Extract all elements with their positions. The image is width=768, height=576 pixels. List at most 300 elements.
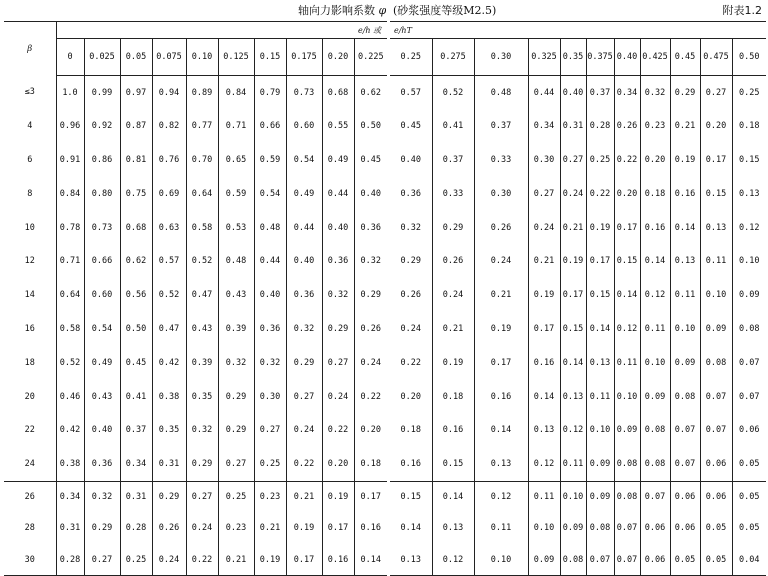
value-cell: 0.11 xyxy=(560,447,586,481)
value-cell: 0.11 xyxy=(474,513,528,545)
table-row xyxy=(390,278,766,312)
table-row xyxy=(390,481,766,513)
column-header: 0.425 xyxy=(640,39,670,76)
value-cell: 0.13 xyxy=(670,244,700,278)
value-cell: 0.24 xyxy=(354,346,387,380)
value-cell: 0.36 xyxy=(400,188,421,199)
value-cell: 0.64 xyxy=(56,278,84,312)
value-cell: 0.15 xyxy=(700,177,732,211)
value-cell: 0.21 xyxy=(670,109,700,143)
value-cell: 0.10 xyxy=(670,312,700,346)
value-cell: 0.06 xyxy=(640,544,670,576)
value-cell: 0.07 xyxy=(614,513,640,545)
value-cell: 0.13 xyxy=(560,380,586,414)
value-cell: 0.29 xyxy=(218,380,254,414)
page-title xyxy=(0,3,768,19)
value-cell: 0.44 xyxy=(528,76,560,110)
value-cell: 0.06 xyxy=(640,513,670,545)
value-cell: 0.07 xyxy=(670,447,700,481)
value-cell: 0.42 xyxy=(152,346,186,380)
column-header: 0.025 xyxy=(84,39,120,76)
value-cell: 0.21 xyxy=(286,481,322,513)
title-symbol: φ xyxy=(378,4,387,17)
table-row xyxy=(4,312,387,346)
value-cell: 0.26 xyxy=(432,244,474,278)
value-cell: 0.78 xyxy=(56,211,84,245)
value-cell: 0.43 xyxy=(186,312,218,346)
value-cell: 0.13 xyxy=(528,413,560,447)
value-cell: 0.10 xyxy=(560,481,586,513)
value-cell: 0.38 xyxy=(56,447,84,481)
value-cell: 0.33 xyxy=(474,143,528,177)
value-cell: 0.08 xyxy=(614,447,640,481)
value-cell: 0.22 xyxy=(614,143,640,177)
value-cell: 0.22 xyxy=(286,447,322,481)
value-cell: 0.10 xyxy=(528,513,560,545)
value-cell: 0.54 xyxy=(84,312,120,346)
value-cell: 0.07 xyxy=(700,380,732,414)
value-cell: 0.59 xyxy=(218,177,254,211)
value-cell: 0.14 xyxy=(640,244,670,278)
value-cell: 0.14 xyxy=(400,523,421,534)
coefficient-table-right xyxy=(390,21,766,576)
table-row xyxy=(390,413,766,447)
value-cell: 0.08 xyxy=(560,544,586,576)
value-cell: 0.81 xyxy=(120,143,152,177)
value-cell: 0.10 xyxy=(700,278,732,312)
value-cell: 0.17 xyxy=(700,143,732,177)
value-cell: 0.19 xyxy=(528,278,560,312)
column-header: 0.125 xyxy=(218,39,254,76)
value-cell: 0.59 xyxy=(254,143,286,177)
value-cell: 0.34 xyxy=(528,109,560,143)
value-cell: 0.48 xyxy=(254,211,286,245)
value-cell: 0.24 xyxy=(322,380,354,414)
value-cell: 0.11 xyxy=(614,346,640,380)
value-cell: 0.06 xyxy=(670,481,700,513)
value-cell: 0.80 xyxy=(84,177,120,211)
value-cell: 0.91 xyxy=(56,143,84,177)
value-cell: 0.40 xyxy=(84,413,120,447)
value-cell: 0.13 xyxy=(586,346,614,380)
value-cell: 0.68 xyxy=(120,211,152,245)
value-cell: 0.34 xyxy=(56,481,84,513)
value-cell: 0.14 xyxy=(474,413,528,447)
value-cell: 0.17 xyxy=(528,312,560,346)
table-row xyxy=(4,513,387,545)
eccentricity-header-left: e/h 或 xyxy=(56,22,387,39)
value-cell: 0.14 xyxy=(354,544,387,576)
value-cell: 0.41 xyxy=(120,380,152,414)
value-cell: 0.19 xyxy=(322,481,354,513)
column-header: 0.05 xyxy=(120,39,152,76)
value-cell: 0.11 xyxy=(586,380,614,414)
value-cell: 0.16 xyxy=(400,458,421,469)
value-cell: 0.89 xyxy=(186,76,218,110)
value-cell: 0.16 xyxy=(474,380,528,414)
value-cell: 0.07 xyxy=(700,413,732,447)
value-cell: 0.10 xyxy=(586,413,614,447)
value-cell: 0.31 xyxy=(560,109,586,143)
value-cell: 0.46 xyxy=(56,380,84,414)
table-row xyxy=(390,177,766,211)
value-cell: 0.27 xyxy=(186,481,218,513)
value-cell: 0.08 xyxy=(586,513,614,545)
value-cell: 0.97 xyxy=(120,76,152,110)
column-header: 0.10 xyxy=(186,39,218,76)
value-cell: 0.49 xyxy=(84,346,120,380)
value-cell: 0.19 xyxy=(432,346,474,380)
value-cell: 0.62 xyxy=(354,76,387,110)
value-cell: 0.40 xyxy=(354,177,387,211)
value-cell: 0.16 xyxy=(354,513,387,545)
value-cell: 0.05 xyxy=(700,513,732,545)
value-cell: 0.16 xyxy=(432,413,474,447)
value-cell: 0.84 xyxy=(218,76,254,110)
value-cell: 0.82 xyxy=(152,109,186,143)
value-cell: 0.10 xyxy=(474,544,528,576)
value-cell: 0.60 xyxy=(286,109,322,143)
beta-cell: 18 xyxy=(4,346,56,380)
value-cell: 0.17 xyxy=(614,211,640,245)
value-cell: 0.12 xyxy=(614,312,640,346)
column-header: 0.225 xyxy=(354,39,387,76)
value-cell: 0.20 xyxy=(614,177,640,211)
value-cell: 0.36 xyxy=(322,244,354,278)
value-cell: 0.28 xyxy=(586,109,614,143)
value-cell: 0.37 xyxy=(120,413,152,447)
value-cell: 0.11 xyxy=(528,481,560,513)
value-cell: 0.31 xyxy=(120,481,152,513)
value-cell: 0.19 xyxy=(254,544,286,576)
value-cell: 0.21 xyxy=(560,211,586,245)
value-cell: 0.29 xyxy=(218,413,254,447)
value-cell: 0.24 xyxy=(528,211,560,245)
value-cell: 0.27 xyxy=(254,413,286,447)
value-cell: 0.05 xyxy=(700,544,732,576)
value-cell: 0.20 xyxy=(700,109,732,143)
value-cell: 0.45 xyxy=(120,346,152,380)
value-cell: 0.14 xyxy=(670,211,700,245)
value-cell: 0.44 xyxy=(322,177,354,211)
value-cell: 0.17 xyxy=(474,346,528,380)
value-cell: 0.47 xyxy=(152,312,186,346)
value-cell: 0.09 xyxy=(670,346,700,380)
value-cell: 0.50 xyxy=(120,312,152,346)
column-header: 0.30 xyxy=(474,39,528,76)
value-cell: 0.07 xyxy=(732,346,766,380)
beta-cell: 6 xyxy=(4,143,56,177)
value-cell: 0.16 xyxy=(528,346,560,380)
value-cell: 0.27 xyxy=(560,143,586,177)
value-cell: 0.32 xyxy=(218,346,254,380)
value-cell: 0.44 xyxy=(286,211,322,245)
value-cell: 0.05 xyxy=(670,544,700,576)
beta-cell: 14 xyxy=(4,278,56,312)
table-row xyxy=(4,346,387,380)
value-cell: 0.40 xyxy=(400,154,421,165)
value-cell: 0.12 xyxy=(560,413,586,447)
value-cell: 0.13 xyxy=(400,554,421,565)
beta-cell: 22 xyxy=(4,413,56,447)
value-cell: 0.05 xyxy=(732,481,766,513)
table-row xyxy=(390,447,766,481)
value-cell: 0.45 xyxy=(400,121,421,132)
column-header: 0.25 xyxy=(390,39,432,76)
value-cell: 0.44 xyxy=(254,244,286,278)
value-cell: 0.23 xyxy=(218,513,254,545)
value-cell: 0.26 xyxy=(152,513,186,545)
value-cell: 0.19 xyxy=(560,244,586,278)
value-cell: 0.63 xyxy=(152,211,186,245)
title-main xyxy=(298,3,386,19)
value-cell: 0.60 xyxy=(84,278,120,312)
value-cell: 0.16 xyxy=(670,177,700,211)
value-cell: 0.19 xyxy=(286,513,322,545)
value-cell: 0.27 xyxy=(84,544,120,576)
value-cell: 0.19 xyxy=(474,312,528,346)
value-cell: 0.09 xyxy=(528,544,560,576)
value-cell: 0.36 xyxy=(84,447,120,481)
value-cell: 0.29 xyxy=(322,312,354,346)
value-cell: 0.36 xyxy=(254,312,286,346)
value-cell: 0.25 xyxy=(218,481,254,513)
value-cell: 0.39 xyxy=(218,312,254,346)
value-cell: 0.12 xyxy=(732,211,766,245)
value-cell: 0.52 xyxy=(56,346,84,380)
value-cell: 0.33 xyxy=(432,177,474,211)
value-cell: 0.29 xyxy=(400,256,421,267)
value-cell: 0.09 xyxy=(700,312,732,346)
value-cell: 0.48 xyxy=(218,244,254,278)
value-cell: 0.40 xyxy=(322,211,354,245)
value-cell: 0.29 xyxy=(152,481,186,513)
value-cell: 0.87 xyxy=(120,109,152,143)
value-cell: 0.40 xyxy=(560,76,586,110)
value-cell: 0.32 xyxy=(354,244,387,278)
value-cell: 0.07 xyxy=(640,481,670,513)
value-cell: 0.29 xyxy=(354,278,387,312)
value-cell: 0.26 xyxy=(354,312,387,346)
value-cell: 0.57 xyxy=(400,87,421,98)
value-cell: 0.06 xyxy=(700,481,732,513)
value-cell: 0.49 xyxy=(286,177,322,211)
table-row xyxy=(4,380,387,414)
value-cell: 0.24 xyxy=(186,513,218,545)
value-cell: 0.49 xyxy=(322,143,354,177)
value-cell: 0.69 xyxy=(152,177,186,211)
value-cell: 0.48 xyxy=(474,76,528,110)
appendix-ref: 附表1.2 xyxy=(722,4,762,17)
value-cell: 0.19 xyxy=(586,211,614,245)
value-cell: 0.09 xyxy=(586,447,614,481)
value-cell: 0.35 xyxy=(152,413,186,447)
value-cell: 0.14 xyxy=(560,346,586,380)
value-cell: 0.07 xyxy=(614,544,640,576)
value-cell: 0.07 xyxy=(670,413,700,447)
value-cell: 0.32 xyxy=(84,481,120,513)
value-cell: 0.36 xyxy=(354,211,387,245)
value-cell: 0.15 xyxy=(390,481,432,513)
value-cell: 0.16 xyxy=(322,544,354,576)
table-row xyxy=(4,211,387,245)
value-cell: 0.52 xyxy=(186,244,218,278)
coefficient-table-left xyxy=(4,21,387,576)
value-cell: 0.29 xyxy=(670,76,700,110)
value-cell: 0.10 xyxy=(732,244,766,278)
value-cell: 0.18 xyxy=(432,380,474,414)
value-cell: 0.77 xyxy=(186,109,218,143)
value-cell: 0.10 xyxy=(614,380,640,414)
value-cell: 0.37 xyxy=(432,143,474,177)
value-cell: 0.64 xyxy=(186,177,218,211)
table-row xyxy=(4,278,387,312)
value-cell: 0.53 xyxy=(218,211,254,245)
title-text: 轴向力影响系数 xyxy=(298,4,375,17)
value-cell: 0.54 xyxy=(254,177,286,211)
beta-cell: 8 xyxy=(4,177,56,211)
value-cell: 0.09 xyxy=(586,481,614,513)
value-cell: 0.32 xyxy=(286,312,322,346)
value-cell: 0.32 xyxy=(254,346,286,380)
value-cell: 0.08 xyxy=(640,447,670,481)
table-row xyxy=(4,544,387,576)
value-cell: 0.65 xyxy=(218,143,254,177)
value-cell: 0.25 xyxy=(120,544,152,576)
column-header: 0 xyxy=(56,39,84,76)
table-row xyxy=(4,481,387,513)
table-row xyxy=(4,413,387,447)
value-cell: 0.27 xyxy=(700,76,732,110)
table-row xyxy=(4,143,387,177)
value-cell: 0.06 xyxy=(732,413,766,447)
value-cell: 0.07 xyxy=(732,380,766,414)
value-cell: 0.58 xyxy=(186,211,218,245)
column-header: 0.075 xyxy=(152,39,186,76)
value-cell: 0.37 xyxy=(474,109,528,143)
value-cell: 0.43 xyxy=(84,380,120,414)
value-cell: 0.15 xyxy=(432,447,474,481)
beta-cell: 24 xyxy=(4,447,56,481)
value-cell: 0.20 xyxy=(400,391,421,402)
table-row xyxy=(390,244,766,278)
value-cell: 0.13 xyxy=(474,447,528,481)
value-cell: 0.52 xyxy=(152,278,186,312)
value-cell: 0.52 xyxy=(432,76,474,110)
value-cell: 0.14 xyxy=(528,380,560,414)
value-cell: 0.24 xyxy=(432,278,474,312)
value-cell: 0.79 xyxy=(254,76,286,110)
value-cell: 0.22 xyxy=(186,544,218,576)
table-row xyxy=(4,177,387,211)
beta-cell: 12 xyxy=(4,244,56,278)
value-cell: 0.24 xyxy=(286,413,322,447)
value-cell: 0.39 xyxy=(186,346,218,380)
value-cell: 0.45 xyxy=(354,143,387,177)
value-cell: 0.30 xyxy=(528,143,560,177)
value-cell: 0.11 xyxy=(670,278,700,312)
value-cell: 0.05 xyxy=(732,513,766,545)
value-cell: 0.25 xyxy=(254,447,286,481)
value-cell: 0.25 xyxy=(586,143,614,177)
value-cell: 0.18 xyxy=(354,447,387,481)
value-cell: 0.08 xyxy=(732,312,766,346)
value-cell: 0.47 xyxy=(186,278,218,312)
table-row xyxy=(390,544,766,576)
value-cell: 0.05 xyxy=(732,447,766,481)
beta-cell: 10 xyxy=(4,211,56,245)
value-cell: 0.40 xyxy=(286,244,322,278)
column-header: 0.50 xyxy=(732,39,766,76)
value-cell: 0.15 xyxy=(732,143,766,177)
value-cell: 0.23 xyxy=(640,109,670,143)
value-cell: 0.14 xyxy=(586,312,614,346)
value-cell: 0.21 xyxy=(218,544,254,576)
value-cell: 0.43 xyxy=(218,278,254,312)
value-cell: 0.20 xyxy=(322,447,354,481)
value-cell: 0.18 xyxy=(400,425,421,436)
value-cell: 0.29 xyxy=(286,346,322,380)
table-row xyxy=(390,109,766,143)
value-cell: 0.12 xyxy=(432,544,474,576)
eccentricity-header-right: e/hT xyxy=(394,25,412,35)
table-row xyxy=(390,143,766,177)
value-cell: 0.75 xyxy=(120,177,152,211)
value-cell: 0.35 xyxy=(186,380,218,414)
beta-cell: ≤3 xyxy=(4,76,56,110)
value-cell: 0.94 xyxy=(152,76,186,110)
value-cell: 0.26 xyxy=(614,109,640,143)
value-cell: 0.24 xyxy=(152,544,186,576)
column-header: 0.325 xyxy=(528,39,560,76)
value-cell: 0.29 xyxy=(84,513,120,545)
table-row xyxy=(4,76,387,110)
value-cell: 0.18 xyxy=(640,177,670,211)
value-cell: 0.17 xyxy=(322,513,354,545)
value-cell: 0.14 xyxy=(432,481,474,513)
value-cell: 0.36 xyxy=(286,278,322,312)
value-cell: 0.34 xyxy=(120,447,152,481)
column-header: 0.375 xyxy=(586,39,614,76)
value-cell: 0.34 xyxy=(614,76,640,110)
value-cell: 0.30 xyxy=(254,380,286,414)
value-cell: 0.12 xyxy=(640,278,670,312)
value-cell: 0.07 xyxy=(586,544,614,576)
table-row xyxy=(390,312,766,346)
value-cell: 0.10 xyxy=(640,346,670,380)
value-cell: 0.23 xyxy=(254,481,286,513)
column-header: 0.40 xyxy=(614,39,640,76)
value-cell: 0.96 xyxy=(56,109,84,143)
table-row xyxy=(4,244,387,278)
value-cell: 0.32 xyxy=(640,76,670,110)
value-cell: 0.09 xyxy=(732,278,766,312)
value-cell: 0.18 xyxy=(732,109,766,143)
value-cell: 0.15 xyxy=(560,312,586,346)
column-header: 0.275 xyxy=(432,39,474,76)
value-cell: 0.15 xyxy=(614,244,640,278)
value-cell: 0.17 xyxy=(560,278,586,312)
value-cell: 0.08 xyxy=(700,346,732,380)
value-cell: 0.71 xyxy=(56,244,84,278)
value-cell: 0.38 xyxy=(152,380,186,414)
beta-cell: 4 xyxy=(4,109,56,143)
value-cell: 0.13 xyxy=(700,211,732,245)
column-header: 0.20 xyxy=(322,39,354,76)
column-header: 0.475 xyxy=(700,39,732,76)
value-cell: 0.50 xyxy=(354,109,387,143)
value-cell: 0.20 xyxy=(640,143,670,177)
